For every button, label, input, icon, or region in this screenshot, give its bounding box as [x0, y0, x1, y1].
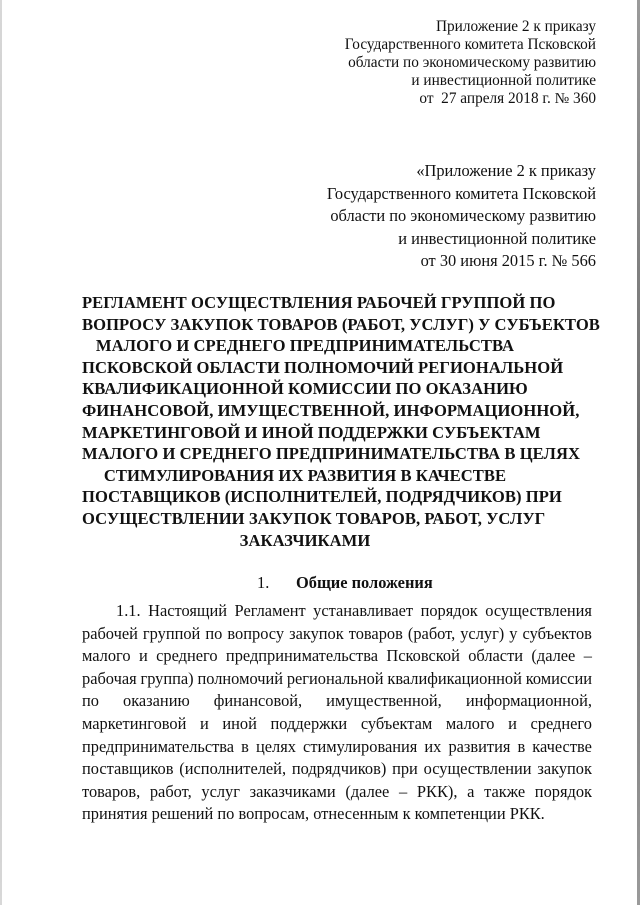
paragraph-word: стимулирования [303, 736, 418, 756]
paragraph-word: рабочая [82, 668, 137, 688]
paragraph-word: у [509, 623, 518, 643]
paragraph-word: Псковской [386, 646, 460, 666]
title-line: МАЛОГО И СРЕДНЕГО ПРЕДПРИНИМАТЕЛЬСТВА В ЦЕЛЯХ [82, 444, 581, 464]
paragraph-line [82, 690, 592, 713]
title-line: СТИМУЛИРОВАНИЯ ИХ РАЗВИТИЯ В КАЧЕСТВЕ [103, 465, 507, 485]
paragraph-word: РКК. [509, 804, 545, 824]
paragraph-word: имущественной, [326, 691, 442, 711]
section-number: 1. [257, 573, 270, 592]
paragraph-word: области [468, 646, 524, 666]
paragraph-word: 1.1. [116, 601, 141, 620]
paragraph-word: в [241, 736, 249, 756]
paragraph-word: в [517, 736, 526, 756]
annex-original-line: от 30 июня 2015 г. № 566 [420, 251, 596, 270]
annex-current-line: области по экономическому развитию [348, 54, 596, 71]
paragraph-word: маркетинговой [82, 713, 187, 733]
paragraph-word: их [424, 736, 442, 756]
paragraph-word: качестве [532, 736, 592, 756]
paragraph-word: отнесенным [313, 804, 403, 824]
paragraph-word: финансовой, [213, 691, 303, 711]
paragraph-word: компетенции [414, 804, 510, 824]
paragraph-word: среднего [530, 713, 592, 733]
paragraph-word: предпринимательства [82, 736, 235, 756]
paragraph-line [82, 781, 592, 804]
paragraph-word: решений [151, 804, 218, 824]
paragraph-word: иной [222, 713, 257, 733]
paragraph-word: субъектам [360, 713, 433, 733]
paragraph-line [82, 758, 592, 781]
paragraph-word: – [399, 781, 408, 801]
paragraph-word: по [82, 691, 99, 711]
paragraph-line [82, 803, 592, 826]
annex-current-order [296, 18, 596, 108]
paragraph-line [82, 713, 592, 736]
paragraph-word: при [392, 759, 418, 779]
paragraph-word: услуг) [460, 623, 505, 643]
paragraph-word: квалификационной [387, 668, 522, 688]
paragraph-word: полномочий [197, 668, 283, 688]
annex-original-line: и инвестиционной политике [398, 228, 596, 248]
title-line: ПОСТАВЩИКОВ (ИСПОЛНИТЕЛЕЙ, ПОДРЯДЧИКОВ) ПРИ [82, 487, 562, 507]
annex-current-line: и инвестиционной политике [411, 72, 596, 89]
paragraph-word: вопросу [227, 623, 285, 643]
paragraph-line [82, 645, 592, 668]
title-line: ВОПРОСУ ЗАКУПОК ТОВАРОВ (РАБОТ, УСЛУГ) У СУБЪЕКТОВ [82, 314, 600, 334]
scan-edge-left [0, 0, 2, 905]
section-title: Общие положения [296, 573, 433, 592]
paragraph-word: порядок [420, 601, 478, 620]
paragraph-word: и [508, 713, 517, 733]
paragraph-word: комиссии [525, 668, 592, 688]
paragraph-word: (далее [531, 646, 576, 666]
paragraph-word: порядок [534, 781, 592, 801]
paragraph-word: устанавливает [313, 601, 414, 620]
paragraph-word: по [205, 623, 223, 643]
paragraph-word: работ, [149, 781, 192, 801]
paragraph-word: вопросам, [238, 804, 314, 824]
paragraph-word: группой [142, 623, 201, 643]
annex-current-line: Государственного комитета Псковской [344, 36, 596, 53]
title-line: ПСКОВСКОЙ ОБЛАСТИ ПОЛНОМОЧИЙ РЕГИОНАЛЬНОЙ [82, 357, 564, 377]
paragraph-word: услуг [201, 781, 240, 801]
paragraph-word: информационной, [465, 691, 592, 711]
paragraph-word: субъектов [522, 623, 592, 643]
paragraph-word: подрядчиков) [291, 759, 387, 779]
annex-original-order [266, 160, 596, 273]
annex-original-line: области по экономическому развитию [330, 206, 596, 225]
paragraph-word: заказчиками [249, 781, 336, 801]
paragraph-word: целях [256, 736, 296, 756]
annex-original-line: Государственного комитета Псковской [326, 183, 596, 203]
paragraph-word: – [583, 646, 592, 666]
title-line: КВАЛИФИКАЦИОННОЙ КОМИССИИ ПО ОКАЗАНИЮ [82, 379, 528, 399]
paragraph-word: поддержки [270, 713, 348, 733]
paragraph-word: товаров [348, 623, 403, 643]
paragraph-word: предпринимательства [225, 646, 379, 666]
paragraph-word: рабочей [82, 623, 138, 643]
paragraph-word: Регламент [234, 601, 306, 620]
paragraph-word: закупок [289, 623, 344, 643]
paragraph-word: среднего [156, 646, 218, 666]
title-line: ОСУЩЕСТВЛЕНИИ ЗАКУПОК ТОВАРОВ, РАБОТ, УСЛУГ [82, 508, 546, 528]
title-line: МАЛОГО И СРЕДНЕГО ПРЕДПРИНИМАТЕЛЬСТВА [95, 336, 515, 356]
title-line: ФИНАНСОВОЙ, ИМУЩЕСТВЕННОЙ, ИНФОРМАЦИОННОЙ, [82, 400, 580, 420]
paragraph-word: (работ, [407, 623, 456, 643]
paragraph-word: осуществлении [423, 759, 532, 779]
paragraph-word: товаров, [82, 781, 141, 801]
paragraph-word: принятия [82, 804, 152, 824]
paragraph-word: оказанию [123, 691, 190, 711]
paragraph-word: региональной [286, 668, 384, 688]
annex-current-line: Приложение 2 к приказу [435, 18, 596, 35]
paragraph-word: (далее [345, 781, 390, 801]
paragraph-word: и [199, 713, 209, 733]
paragraph-word: (исполнителей, [179, 759, 287, 779]
paragraph-word: осуществления [485, 601, 592, 620]
paragraph-word: и [138, 646, 148, 666]
paragraph-word: Настоящий [148, 601, 228, 620]
paragraph-1-1 [82, 600, 592, 826]
title-line: ЗАКАЗЧИКАМИ [239, 530, 371, 550]
annex-current-line: от 27 апреля 2018 г. № 360 [419, 90, 596, 107]
paragraph-line [82, 736, 592, 759]
paragraph-line [82, 600, 592, 623]
paragraph-word: поставщиков [82, 759, 174, 779]
paragraph-word: развития [448, 736, 511, 756]
paragraph-word: по [217, 804, 239, 824]
section-heading [257, 573, 433, 593]
paragraph-word: закупок [537, 759, 592, 779]
title-line: МАРКЕТИНГОВОЙ И ИНОЙ ПОДДЕРЖКИ СУБЪЕКТАМ [82, 422, 541, 442]
paragraph-word: а [467, 781, 475, 801]
paragraph-word: также [484, 781, 526, 801]
paragraph-word: к [402, 804, 415, 824]
paragraph-word: малого [82, 646, 131, 666]
paragraph-word: малого [445, 713, 495, 733]
paragraph-line [82, 623, 592, 646]
document-title [82, 292, 600, 551]
title-line: РЕГЛАМЕНТ ОСУЩЕСТВЛЕНИЯ РАБОЧЕЙ ГРУППОЙ ПО [82, 293, 556, 312]
paragraph-word: РКК), [416, 781, 458, 801]
paragraph-word: группа) [140, 668, 194, 688]
annex-original-line: «Приложение 2 к приказу [416, 161, 596, 180]
paragraph-line [82, 668, 592, 691]
